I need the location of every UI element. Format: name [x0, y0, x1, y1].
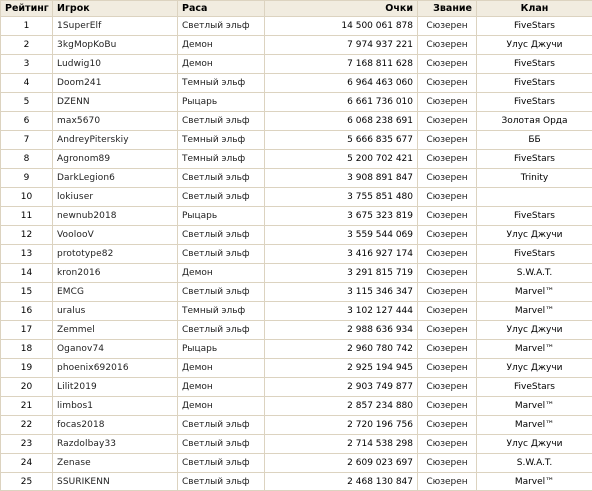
- score-cell: 2 960 780 742: [265, 340, 418, 359]
- rank-cell: 12: [1, 226, 53, 245]
- player-cell: [53, 36, 178, 55]
- clan-cell: [477, 378, 592, 397]
- race-cell: Темный эльф: [178, 131, 265, 150]
- title-cell: Сюзерен: [418, 473, 477, 491]
- player-cell: [53, 473, 178, 491]
- clan-link[interactable]: FiveStars: [513, 59, 556, 69]
- title-cell: Сюзерен: [418, 340, 477, 359]
- clan-link[interactable]: FiveStars: [513, 154, 556, 164]
- header-player[interactable]: Игрок: [53, 1, 178, 17]
- race-cell: Рыцарь: [178, 207, 265, 226]
- clan-link[interactable]: Marvel™: [514, 287, 555, 297]
- player-cell: [53, 150, 178, 169]
- race-cell: Светлый эльф: [178, 416, 265, 435]
- rank-cell: 3: [1, 55, 53, 74]
- title-cell: Сюзерен: [418, 188, 477, 207]
- player-cell: [53, 302, 178, 321]
- score-cell: 3 291 815 719: [265, 264, 418, 283]
- header-clan[interactable]: Клан: [477, 1, 592, 17]
- player-cell: [53, 74, 178, 93]
- rank-cell: 13: [1, 245, 53, 264]
- rank-cell: 8: [1, 150, 53, 169]
- clan-link[interactable]: FiveStars: [513, 249, 556, 259]
- header-race[interactable]: Раса: [178, 1, 265, 17]
- clan-cell: [477, 207, 592, 226]
- player-link[interactable]: VoolooV: [57, 230, 94, 240]
- player-cell: [53, 321, 178, 340]
- rank-cell: 14: [1, 264, 53, 283]
- clan-cell: [477, 473, 592, 491]
- title-cell: Сюзерен: [418, 264, 477, 283]
- rank-cell: 1: [1, 17, 53, 36]
- clan-link[interactable]: ББ: [528, 135, 541, 145]
- clan-cell: [477, 302, 592, 321]
- clan-cell: [477, 55, 592, 74]
- player-link[interactable]: uralus: [57, 306, 86, 316]
- table-row: [1, 302, 592, 321]
- clan-link[interactable]: Улус Джучи: [506, 325, 563, 335]
- score-cell: 3 115 346 347: [265, 283, 418, 302]
- score-cell: 2 609 023 697: [265, 454, 418, 473]
- clan-link[interactable]: Улус Джучи: [506, 363, 563, 373]
- score-cell: 2 857 234 880: [265, 397, 418, 416]
- clan-link[interactable]: Marvel™: [514, 306, 555, 316]
- table-row: [1, 473, 592, 491]
- table-row: [1, 245, 592, 264]
- title-cell: Сюзерен: [418, 112, 477, 131]
- player-link[interactable]: newnub2018: [57, 211, 117, 221]
- race-cell: Рыцарь: [178, 340, 265, 359]
- race-cell: Демон: [178, 55, 265, 74]
- rank-cell: 10: [1, 188, 53, 207]
- title-cell: Сюзерен: [418, 283, 477, 302]
- clan-cell: [477, 321, 592, 340]
- player-link[interactable]: Lilit2019: [57, 382, 97, 392]
- table-row: [1, 264, 592, 283]
- player-cell: [53, 245, 178, 264]
- rank-cell: 25: [1, 473, 53, 491]
- player-link[interactable]: phoenix692016: [57, 363, 129, 373]
- player-link[interactable]: EMCG: [57, 287, 85, 297]
- rank-cell: 23: [1, 435, 53, 454]
- table-row: [1, 397, 592, 416]
- player-link[interactable]: Zemmel: [57, 325, 95, 335]
- clan-cell: [477, 188, 592, 207]
- player-link[interactable]: Ludwig10: [57, 59, 102, 69]
- clan-cell: [477, 17, 592, 36]
- table-row: [1, 226, 592, 245]
- clan-cell: [477, 340, 592, 359]
- clan-link[interactable]: FiveStars: [513, 78, 556, 88]
- player-cell: [53, 17, 178, 36]
- race-cell: Светлый эльф: [178, 321, 265, 340]
- race-cell: Светлый эльф: [178, 283, 265, 302]
- race-cell: Рыцарь: [178, 93, 265, 112]
- table-row: [1, 188, 592, 207]
- table-row: [1, 93, 592, 112]
- rank-cell: 22: [1, 416, 53, 435]
- rank-cell: 20: [1, 378, 53, 397]
- title-cell: Сюзерен: [418, 416, 477, 435]
- title-cell: Сюзерен: [418, 226, 477, 245]
- player-cell: [53, 188, 178, 207]
- score-cell: 2 720 196 756: [265, 416, 418, 435]
- player-cell: [53, 378, 178, 397]
- race-cell: Светлый эльф: [178, 435, 265, 454]
- race-cell: Демон: [178, 397, 265, 416]
- race-cell: Светлый эльф: [178, 473, 265, 491]
- rank-cell: 11: [1, 207, 53, 226]
- player-cell: [53, 283, 178, 302]
- clan-link[interactable]: Улус Джучи: [506, 40, 563, 50]
- clan-cell: [477, 74, 592, 93]
- race-cell: Темный эльф: [178, 302, 265, 321]
- race-cell: Светлый эльф: [178, 188, 265, 207]
- score-cell: 7 974 937 221: [265, 36, 418, 55]
- score-cell: 2 925 194 945: [265, 359, 418, 378]
- clan-cell: [477, 131, 592, 150]
- clan-cell: [477, 454, 592, 473]
- player-cell: [53, 340, 178, 359]
- score-cell: 6 661 736 010: [265, 93, 418, 112]
- player-link[interactable]: max5670: [57, 116, 101, 126]
- table-row: [1, 150, 592, 169]
- player-cell: [53, 207, 178, 226]
- clan-cell: [477, 359, 592, 378]
- clan-cell: [477, 112, 592, 131]
- header-score[interactable]: Очки: [265, 1, 418, 17]
- header-rank[interactable]: Рейтинг: [1, 1, 53, 17]
- score-cell: 14 500 061 878: [265, 17, 418, 36]
- table-row: [1, 340, 592, 359]
- table-row: [1, 283, 592, 302]
- score-cell: 2 468 130 847: [265, 473, 418, 491]
- player-cell: [53, 169, 178, 188]
- clan-link[interactable]: Золотая Орда: [501, 116, 568, 126]
- clan-link[interactable]: FiveStars: [513, 97, 556, 107]
- player-link[interactable]: kron2016: [57, 268, 101, 278]
- clan-cell: [477, 435, 592, 454]
- title-cell: Сюзерен: [418, 321, 477, 340]
- score-cell: 3 755 851 480: [265, 188, 418, 207]
- player-link[interactable]: Agronom89: [57, 154, 111, 164]
- title-cell: Сюзерен: [418, 207, 477, 226]
- player-link[interactable]: SSURIKENN: [57, 476, 110, 487]
- race-cell: Демон: [178, 264, 265, 283]
- table-row: [1, 55, 592, 74]
- clan-cell: [477, 397, 592, 416]
- clan-link[interactable]: Trinity: [520, 173, 549, 183]
- score-cell: 2 714 538 298: [265, 435, 418, 454]
- race-cell: Демон: [178, 359, 265, 378]
- table-row: [1, 435, 592, 454]
- rank-cell: 24: [1, 454, 53, 473]
- title-cell: Сюзерен: [418, 74, 477, 93]
- clan-cell: [477, 169, 592, 188]
- rank-cell: 19: [1, 359, 53, 378]
- player-link[interactable]: Oganov74: [57, 344, 105, 354]
- clan-link[interactable]: Marvel™: [514, 420, 555, 430]
- race-cell: Светлый эльф: [178, 226, 265, 245]
- title-cell: Сюзерен: [418, 36, 477, 55]
- table-row: [1, 74, 592, 93]
- title-cell: Сюзерен: [418, 169, 477, 188]
- player-link[interactable]: 1SuperElf: [57, 21, 102, 31]
- rank-cell: 7: [1, 131, 53, 150]
- rank-cell: 17: [1, 321, 53, 340]
- table-row: [1, 17, 592, 36]
- player-cell: [53, 93, 178, 112]
- race-cell: Светлый эльф: [178, 245, 265, 264]
- title-cell: Сюзерен: [418, 359, 477, 378]
- table-row: [1, 207, 592, 226]
- clan-cell: [477, 36, 592, 55]
- player-cell: [53, 55, 178, 74]
- table-header: [1, 1, 592, 17]
- player-link[interactable]: DarkLegion6: [57, 173, 116, 183]
- score-cell: 5 200 702 421: [265, 150, 418, 169]
- race-cell: Светлый эльф: [178, 169, 265, 188]
- race-cell: Светлый эльф: [178, 17, 265, 36]
- race-cell: Демон: [178, 36, 265, 55]
- clan-cell: [477, 93, 592, 112]
- table-row: [1, 454, 592, 473]
- player-cell: [53, 416, 178, 435]
- clan-cell: [477, 264, 592, 283]
- title-cell: Сюзерен: [418, 55, 477, 74]
- clan-cell: [477, 283, 592, 302]
- table-row: [1, 112, 592, 131]
- rank-cell: 18: [1, 340, 53, 359]
- clan-link[interactable]: FiveStars: [513, 382, 556, 392]
- title-cell: Сюзерен: [418, 93, 477, 112]
- player-cell: [53, 264, 178, 283]
- table-row: [1, 169, 592, 188]
- header-title[interactable]: Звание: [418, 1, 477, 17]
- rank-cell: 9: [1, 169, 53, 188]
- score-cell: 3 908 891 847: [265, 169, 418, 188]
- player-cell: [53, 397, 178, 416]
- player-link[interactable]: Doom241: [57, 78, 102, 88]
- title-cell: Сюзерен: [418, 17, 477, 36]
- rank-cell: 5: [1, 93, 53, 112]
- score-cell: 6 068 238 691: [265, 112, 418, 131]
- player-link[interactable]: DZENN: [57, 97, 90, 107]
- title-cell: Сюзерен: [418, 131, 477, 150]
- clan-cell: [477, 150, 592, 169]
- rank-cell: 6: [1, 112, 53, 131]
- header-row: [1, 1, 592, 17]
- player-link[interactable]: focas2018: [57, 420, 105, 430]
- clan-link[interactable]: Улус Джучи: [506, 439, 563, 449]
- player-cell: [53, 454, 178, 473]
- score-cell: 3 416 927 174: [265, 245, 418, 264]
- title-cell: Сюзерен: [418, 435, 477, 454]
- clan-link[interactable]: S.W.A.T.: [516, 458, 553, 468]
- player-link[interactable]: lokiuser: [57, 192, 94, 202]
- player-link[interactable]: AndreyPiterskiy: [57, 135, 129, 145]
- race-cell: Демон: [178, 378, 265, 397]
- table-body: [1, 17, 592, 491]
- player-cell: [53, 131, 178, 150]
- title-cell: Сюзерен: [418, 397, 477, 416]
- race-cell: Темный эльф: [178, 74, 265, 93]
- player-cell: [53, 112, 178, 131]
- rank-cell: 16: [1, 302, 53, 321]
- score-cell: 2 903 749 877: [265, 378, 418, 397]
- table-row: [1, 131, 592, 150]
- table-row: [1, 378, 592, 397]
- rank-cell: 2: [1, 36, 53, 55]
- player-cell: [53, 359, 178, 378]
- clan-link[interactable]: FiveStars: [513, 211, 556, 221]
- score-cell: 7 168 811 628: [265, 55, 418, 74]
- clan-link[interactable]: Marvel™: [514, 344, 555, 354]
- title-cell: Сюзерен: [418, 245, 477, 264]
- clan-link[interactable]: S.W.A.T.: [516, 268, 553, 278]
- player-link[interactable]: limbos1: [57, 401, 94, 411]
- clan-cell: [477, 416, 592, 435]
- clan-cell: [477, 226, 592, 245]
- table-row: [1, 321, 592, 340]
- score-cell: 3 675 323 819: [265, 207, 418, 226]
- race-cell: Светлый эльф: [178, 112, 265, 131]
- player-link[interactable]: 3kgMopKoBu: [57, 40, 117, 50]
- player-cell: [53, 226, 178, 245]
- player-link[interactable]: prototype82: [57, 249, 114, 259]
- player-link[interactable]: Razdolbay33: [57, 439, 117, 449]
- score-cell: 6 964 463 060: [265, 74, 418, 93]
- score-cell: 2 988 636 934: [265, 321, 418, 340]
- rank-cell: 21: [1, 397, 53, 416]
- clan-cell: [477, 245, 592, 264]
- title-cell: Сюзерен: [418, 150, 477, 169]
- title-cell: Сюзерен: [418, 454, 477, 473]
- race-cell: Светлый эльф: [178, 454, 265, 473]
- race-cell: Темный эльф: [178, 150, 265, 169]
- title-cell: Сюзерен: [418, 378, 477, 397]
- table-row: [1, 36, 592, 55]
- clan-link[interactable]: FiveStars: [513, 21, 556, 31]
- rank-cell: 4: [1, 74, 53, 93]
- rank-cell: 15: [1, 283, 53, 302]
- clan-link[interactable]: Улус Джучи: [506, 230, 563, 240]
- clan-link[interactable]: Marvel™: [514, 476, 555, 487]
- table-row: [1, 359, 592, 378]
- clan-link[interactable]: Marvel™: [514, 401, 555, 411]
- table-row: [1, 416, 592, 435]
- score-cell: 3 102 127 444: [265, 302, 418, 321]
- player-link[interactable]: Zenase: [57, 458, 91, 468]
- score-cell: 5 666 835 677: [265, 131, 418, 150]
- title-cell: Сюзерен: [418, 302, 477, 321]
- player-cell: [53, 435, 178, 454]
- score-cell: 3 559 544 069: [265, 226, 418, 245]
